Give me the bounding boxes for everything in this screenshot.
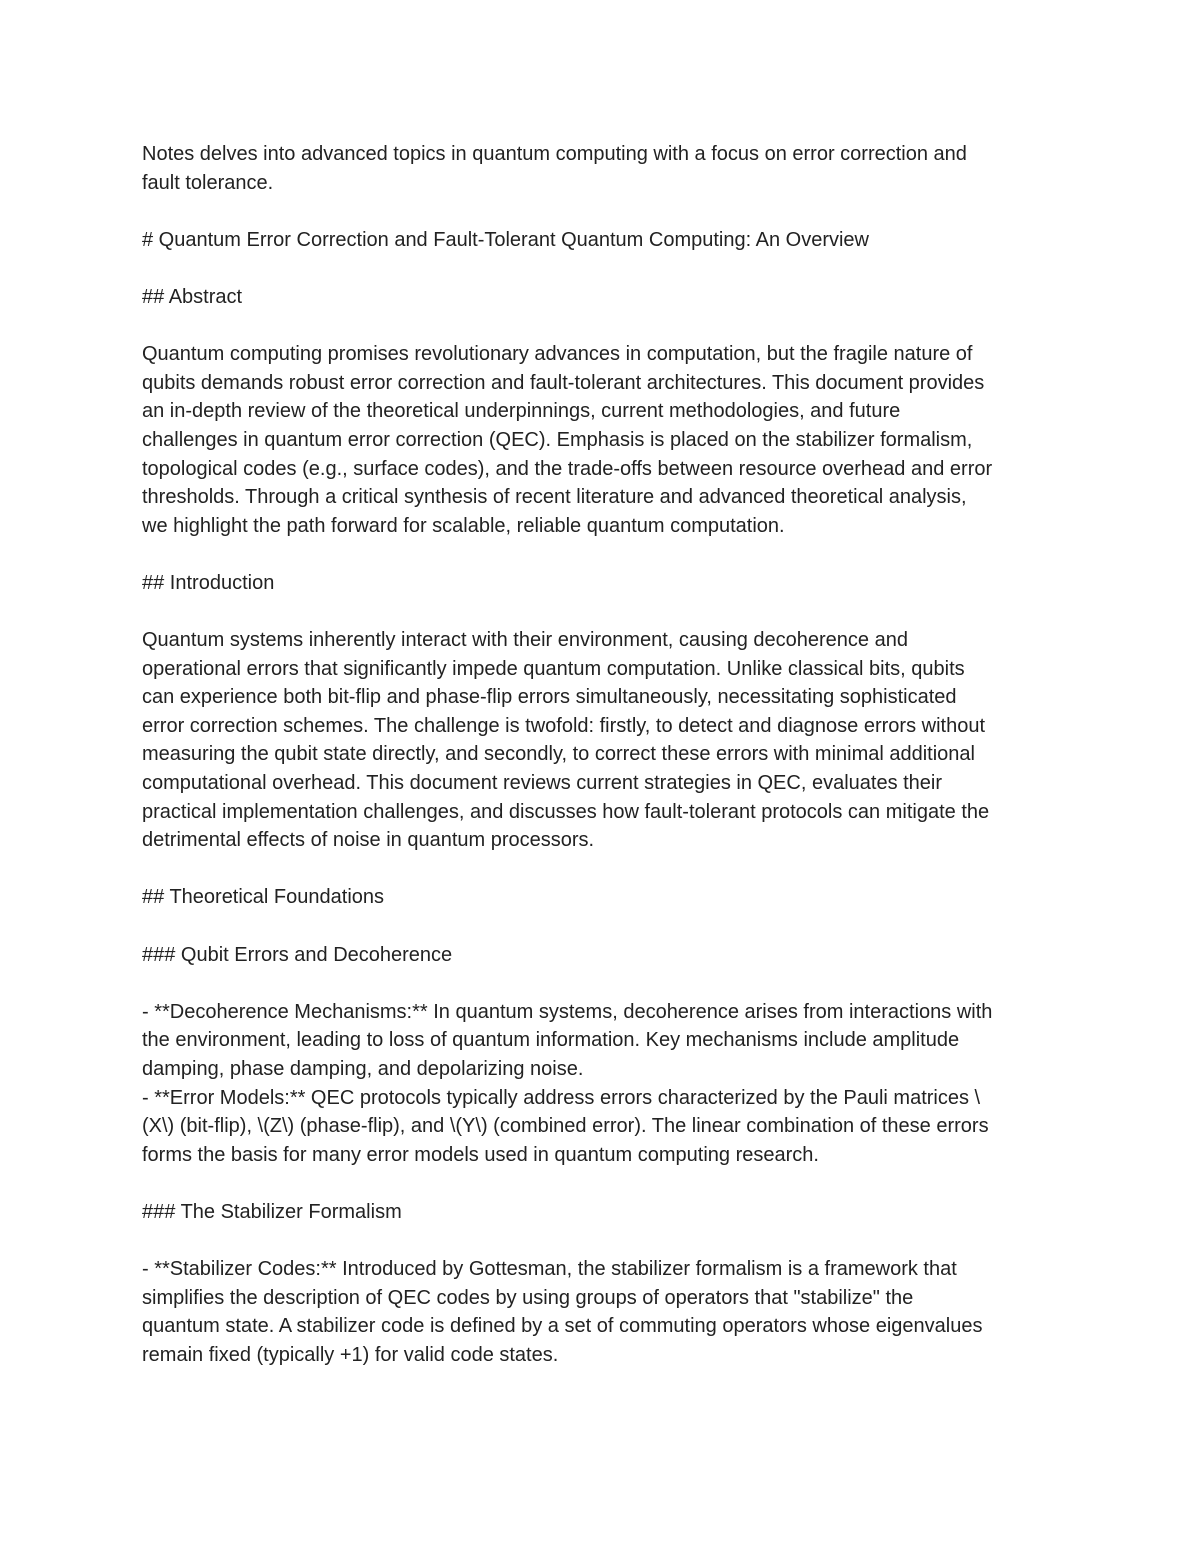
- introduction-heading: [142, 569, 1067, 598]
- intro-paragraph: [142, 140, 1067, 197]
- text-line: Notes delves into advanced topics in quantum computing with a focus on error correction and: [142, 143, 967, 165]
- heading-text: ## Theoretical Foundations: [142, 886, 385, 909]
- heading-text: ### Qubit Errors and Decoherence: [142, 943, 453, 966]
- text-line: (X\) (bit-flip), \(Z\) (phase-flip), and \(Y\) (combined error). The linear combination of these errors: [142, 1115, 989, 1138]
- text-line: error correction schemes. The challenge is twofold: firstly, to detect and diagnose errors without: [142, 714, 985, 737]
- text-line: thresholds. Through a critical synthesis of recent literature and advanced theoretical analysis,: [142, 486, 967, 509]
- text-line: quantum state. A stabilizer code is defined by a set of commuting operators whose eigenvalues: [142, 1315, 983, 1338]
- text-line: we highlight the path forward for scalable, reliable quantum computation.: [142, 514, 785, 537]
- text-line: operational errors that significantly impede quantum computation. Unlike classical bits, qubits: [142, 657, 965, 680]
- text-line: practical implementation challenges, and discusses how fault-tolerant protocols can mitigate the: [142, 800, 990, 823]
- heading-text: ### The Stabilizer Formalism: [142, 1200, 402, 1223]
- document-title: [142, 226, 1067, 255]
- title-text: # Quantum Error Correction and Fault-Tolerant Quantum Computing: An Overview: [142, 228, 869, 251]
- text-line: an in-depth review of the theoretical underpinnings, current methodologies, and future: [142, 400, 901, 423]
- text-line: forms the basis for many error models used in quantum computing research.: [142, 1143, 819, 1166]
- abstract-heading: [142, 283, 1067, 312]
- abstract-paragraph: [142, 340, 1067, 540]
- text-line: challenges in quantum error correction (QEC). Emphasis is placed on the stabilizer formalism,: [142, 428, 973, 451]
- text-line: the environment, leading to loss of quantum information. Key mechanisms include amplitude: [142, 1029, 960, 1052]
- text-line: - **Stabilizer Codes:** Introduced by Gottesman, the stabilizer formalism is a framework that: [142, 1258, 957, 1281]
- text-line: Quantum systems inherently interact with their environment, causing decoherence and: [142, 629, 908, 652]
- text-line: remain fixed (typically +1) for valid code states.: [142, 1343, 559, 1366]
- text-line: qubits demands robust error correction and fault-tolerant architectures. This document provides: [142, 371, 985, 394]
- text-line: - **Decoherence Mechanisms:** In quantum systems, decoherence arises from interactions with: [142, 1000, 993, 1023]
- heading-text: ## Introduction: [142, 571, 275, 594]
- text-line: can experience both bit-flip and phase-flip errors simultaneously, necessitating sophisticated: [142, 686, 957, 709]
- stabilizer-list: [142, 1255, 1067, 1369]
- text-line: measuring the qubit state directly, and secondly, to correct these errors with minimal additional: [142, 743, 975, 766]
- text-line: - **Error Models:** QEC protocols typically address errors characterized by the Pauli matrices \: [142, 1086, 981, 1109]
- text-line: fault tolerance.: [142, 171, 274, 194]
- text-line: detrimental effects of noise in quantum processors.: [142, 829, 595, 852]
- text-line: topological codes (e.g., surface codes), and the trade-offs between resource overhead and error: [142, 457, 993, 480]
- heading-text: ## Abstract: [142, 285, 243, 308]
- theory-heading: [142, 883, 1067, 912]
- document-page: [142, 140, 1067, 1398]
- stabilizer-heading: [142, 1198, 1067, 1227]
- text-line: Quantum computing promises revolutionary advances in computation, but the fragile nature of: [142, 343, 973, 366]
- text-line: computational overhead. This document reviews current strategies in QEC, evaluates their: [142, 772, 943, 795]
- text-line: simplifies the description of QEC codes by using groups of operators that "stabilize" the: [142, 1286, 914, 1309]
- qubit-errors-list: [142, 998, 1067, 1170]
- text-line: damping, phase damping, and depolarizing noise.: [142, 1058, 584, 1080]
- introduction-paragraph: [142, 626, 1067, 855]
- qubit-errors-heading: [142, 941, 1067, 970]
